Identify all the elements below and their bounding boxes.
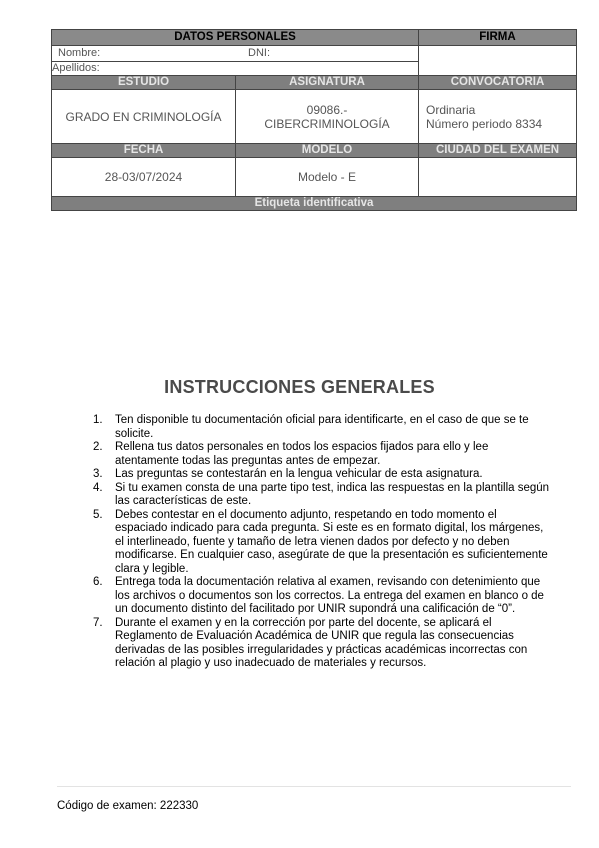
instruction-line: Las preguntas se contestarán en la lengua vehicular de esta asignatura. — [115, 468, 483, 480]
instruction-item — [90, 576, 570, 617]
instruction-line: las características de este. — [115, 495, 252, 507]
asignatura-header: ASIGNATURA — [236, 76, 419, 90]
convocatoria-period: Número periodo 8334 — [426, 116, 543, 131]
dni-label: DNI: — [248, 47, 270, 59]
asignatura-value — [236, 90, 419, 144]
instruction-text — [115, 509, 570, 577]
instruction-item — [90, 482, 570, 509]
instruction-number: 2. — [93, 441, 103, 453]
modelo-value: Modelo - E — [236, 158, 419, 197]
instructions-title: INSTRUCCIONES GENERALES — [164, 377, 435, 397]
ciudad-header: CIUDAD DEL EXAMEN — [419, 144, 577, 158]
asignatura-name: CIBERCRIMINOLOGÍA — [264, 116, 390, 131]
instruction-line: modificarse. En cualquier caso, asegúrate de que la presentación es suficientemente — [115, 549, 548, 561]
fecha-value: 28-03/07/2024 — [52, 158, 236, 197]
instructions-list — [90, 414, 570, 671]
instruction-line: Debes contestar en el documento adjunto, respetando en todo momento el — [115, 508, 497, 521]
instruction-text — [115, 414, 570, 441]
instruction-item — [90, 414, 570, 441]
footer-divider — [57, 786, 571, 787]
instruction-number: 1. — [93, 414, 103, 426]
instruction-item — [90, 468, 570, 482]
exam-header-table — [51, 29, 577, 211]
fecha-header: FECHA — [52, 144, 236, 158]
instruction-number: 5. — [93, 508, 103, 521]
instruction-line: el interlineado, fuente y tamaño de letra vienen dados por defecto y no deben — [115, 535, 510, 548]
instruction-number: 6. — [93, 576, 103, 588]
instruction-line: espaciado indicado para cada pregunta. Si este es en formato digital, los márgenes, — [115, 522, 544, 534]
modelo-header: MODELO — [236, 144, 419, 158]
instruction-line: Durante el examen y en la corrección por parte del docente, se aplicará el — [115, 616, 492, 629]
instruction-line: Reglamento de Evaluación Académica de UNIR que regula las consecuencias — [115, 630, 514, 642]
datos-personales-header: DATOS PERSONALES — [52, 30, 419, 46]
instruction-line: solicite. — [115, 427, 154, 440]
convocatoria-header: CONVOCATORIA — [419, 76, 577, 90]
ciudad-value[interactable] — [419, 158, 577, 197]
instruction-line: Rellena tus datos personales en todos los espacios fijados para ello y lee — [115, 441, 489, 453]
convocatoria-value — [419, 90, 577, 144]
instruction-text — [115, 482, 570, 509]
instruction-line: derivadas de las posibles irregularidades y prácticas académicas incorrectas con — [115, 643, 528, 656]
instruction-line: Si tu examen consta de una parte tipo test, indica las respuestas en la plantilla según — [115, 481, 550, 494]
instruction-line: los archivos o documentos son los correctos. La entrega del examen en blanco o de — [115, 589, 544, 602]
apellidos-field[interactable] — [52, 62, 419, 76]
instruction-text — [115, 576, 570, 617]
instruction-item — [90, 617, 570, 671]
firma-box[interactable] — [419, 46, 577, 76]
instruction-item — [90, 441, 570, 468]
instruction-text — [115, 617, 570, 671]
instruction-line: Entrega toda la documentación relativa al examen, revisando con detenimiento que — [115, 576, 541, 588]
estudio-header: ESTUDIO — [52, 76, 236, 90]
nombre-dni-field[interactable] — [52, 46, 419, 62]
apellidos-label: Apellidos: — [52, 62, 100, 74]
instruction-text — [115, 468, 570, 482]
estudio-value: GRADO EN CRIMINOLOGÍA — [52, 90, 236, 144]
convocatoria-type: Ordinaria — [426, 102, 476, 117]
instruction-number: 7. — [93, 616, 103, 629]
instruction-line: Ten disponible tu documentación oficial para identificarte, en el caso de que se te — [115, 414, 529, 426]
asignatura-code: 09086.- — [306, 102, 348, 117]
firma-header: FIRMA — [419, 30, 577, 46]
instruction-number: 4. — [93, 481, 103, 494]
instruction-line: relación al plagio y uso inadecuado de materiales y recursos. — [115, 657, 427, 669]
nombre-label: Nombre: — [58, 47, 101, 59]
instruction-number: 3. — [93, 468, 103, 480]
instruction-line: un documento distinto del facilitado por UNIR supondrá una calificación de “0”. — [115, 603, 516, 615]
instruction-text — [115, 441, 570, 468]
instruction-item — [90, 509, 570, 577]
exam-code: Código de examen: 222330 — [57, 800, 199, 812]
etiqueta-identificativa: Etiqueta identificativa — [52, 197, 577, 211]
instruction-line: clara y legible. — [115, 562, 189, 575]
instruction-line: atentamente todas las preguntas antes de empezar. — [115, 454, 381, 467]
